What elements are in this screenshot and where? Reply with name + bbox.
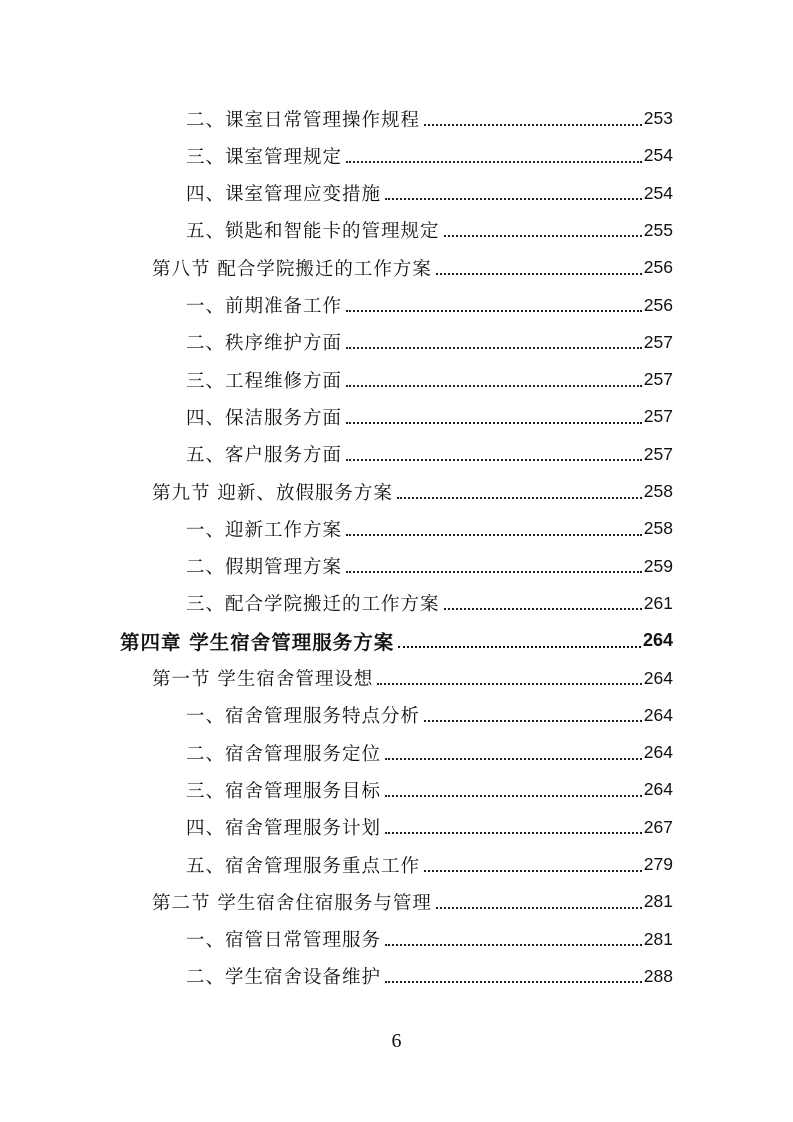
toc-leader-dots [346, 459, 642, 461]
toc-leader-dots [385, 832, 642, 834]
toc-chapter-entry[interactable] [120, 622, 673, 659]
toc-entry-page: 257 [643, 443, 673, 464]
toc-leader-dots [385, 981, 642, 983]
toc-entry-page: 281 [643, 928, 673, 949]
toc-section-entry[interactable] [152, 883, 673, 920]
toc-leader-dots [424, 870, 642, 872]
toc-entry-label: 第八节 配合学院搬迁的工作方案 [152, 258, 432, 280]
toc-entry-page: 256 [643, 257, 673, 278]
toc-subsection-entry[interactable] [186, 510, 673, 547]
toc-leader-dots [346, 161, 642, 163]
toc-leader-dots [444, 608, 642, 610]
toc-entry-label: 二、秩序维护方面 [186, 333, 343, 355]
toc-entry-page: 279 [643, 854, 673, 874]
toc-subsection-entry[interactable] [186, 436, 673, 473]
toc-entry-page: 259 [643, 555, 673, 576]
toc-subsection-entry[interactable] [186, 809, 673, 846]
toc-entry-page: 253 [643, 108, 673, 128]
toc-entry-label: 一、迎新工作方案 [186, 519, 343, 541]
toc-subsection-entry[interactable] [186, 771, 673, 808]
toc-entry-page: 288 [643, 965, 673, 986]
toc-entry-label: 四、宿舍管理服务计划 [186, 818, 382, 840]
toc-leader-dots [424, 124, 642, 126]
toc-entry-label: 五、锁匙和智能卡的管理规定 [186, 221, 440, 243]
toc-entry-label: 四、保洁服务方面 [186, 407, 343, 429]
toc-entry-page: 264 [642, 630, 673, 651]
toc-entry-label: 三、课室管理规定 [186, 146, 343, 168]
toc-subsection-entry[interactable] [186, 361, 673, 398]
toc-leader-dots [377, 683, 641, 685]
toc-subsection-entry[interactable] [186, 212, 673, 249]
toc-subsection-entry[interactable] [186, 287, 673, 324]
toc-entry-label: 五、宿舍管理服务重点工作 [186, 855, 421, 877]
toc-leader-dots [385, 758, 642, 760]
toc-leader-dots [424, 720, 642, 722]
toc-entry-page: 264 [643, 742, 673, 763]
toc-entry-label: 第一节 学生宿舍管理设想 [152, 669, 374, 690]
toc-entry-page: 264 [643, 779, 673, 800]
toc-leader-dots [398, 646, 641, 648]
toc-entry-label: 四、课室管理应变措施 [186, 184, 382, 206]
toc-entry-label: 一、宿舍管理服务特点分析 [186, 706, 421, 728]
toc-subsection-entry[interactable] [186, 921, 673, 958]
toc-subsection-entry[interactable] [186, 100, 673, 137]
toc-subsection-entry[interactable] [186, 548, 673, 585]
toc-subsection-entry[interactable] [186, 137, 673, 174]
toc-leader-dots [346, 310, 642, 312]
toc-leader-dots [385, 944, 642, 946]
toc-section-entry[interactable] [152, 660, 673, 697]
toc-entry-label: 第四章 学生宿舍管理服务方案 [120, 630, 395, 654]
toc-entry-page: 256 [643, 294, 673, 315]
toc-entry-page: 254 [643, 182, 673, 203]
toc-subsection-entry[interactable] [186, 958, 673, 995]
toc-leader-dots [346, 571, 642, 573]
toc-subsection-entry[interactable] [186, 697, 673, 734]
toc-section-entry[interactable] [152, 473, 673, 510]
toc-entry-label: 三、宿舍管理服务目标 [186, 780, 382, 802]
toc-subsection-entry[interactable] [186, 734, 673, 771]
toc-entry-page: 257 [643, 331, 673, 352]
toc-leader-dots [397, 497, 642, 499]
toc-leader-dots [346, 422, 642, 424]
toc-entry-label: 一、宿管日常管理服务 [186, 930, 382, 952]
toc-entry-page: 257 [643, 369, 673, 390]
toc-entry-label: 三、配合学院搬迁的工作方案 [186, 594, 440, 616]
toc-entry-page: 281 [643, 891, 673, 912]
toc-leader-dots [346, 385, 642, 387]
toc-leader-dots [436, 273, 642, 275]
toc-entry-page: 258 [643, 518, 673, 539]
toc-leader-dots [444, 235, 642, 237]
toc-entry-page: 264 [643, 667, 673, 688]
toc-entry-label: 二、宿舍管理服务定位 [186, 743, 382, 765]
toc-entry-label: 第二节 学生宿舍住宿服务与管理 [152, 892, 432, 914]
toc-leader-dots [346, 534, 642, 536]
toc-entry-label: 第九节 迎新、放假服务方案 [152, 482, 393, 504]
toc-subsection-entry[interactable] [186, 585, 673, 622]
toc-entry-label: 二、假期管理方案 [186, 557, 343, 579]
toc-entry-label: 五、客户服务方面 [186, 445, 343, 467]
toc-entry-page: 255 [643, 219, 673, 240]
toc-subsection-entry[interactable] [186, 846, 673, 883]
toc-entry-page: 258 [643, 481, 673, 501]
toc-leader-dots [385, 198, 642, 200]
toc-entry-page: 254 [643, 145, 673, 166]
toc-entry-label: 一、前期准备工作 [186, 296, 343, 317]
toc-entry-page: 264 [643, 704, 673, 725]
toc-subsection-entry[interactable] [186, 398, 673, 435]
toc-entry-label: 二、课室日常管理操作规程 [186, 109, 421, 131]
toc-leader-dots [436, 907, 642, 909]
toc-subsection-entry[interactable] [186, 175, 673, 212]
toc-leader-dots [385, 795, 642, 797]
toc-entry-page: 261 [643, 592, 673, 613]
page-number: 6 [391, 1030, 402, 1052]
toc-entry-page: 257 [643, 406, 673, 427]
toc-entry-page: 267 [643, 816, 673, 837]
toc-leader-dots [346, 347, 642, 349]
toc-entry-label: 三、工程维修方面 [186, 370, 343, 392]
toc-entry-label: 二、学生宿舍设备维护 [186, 967, 382, 989]
toc-section-entry[interactable] [152, 249, 673, 286]
toc-subsection-entry[interactable] [186, 324, 673, 361]
